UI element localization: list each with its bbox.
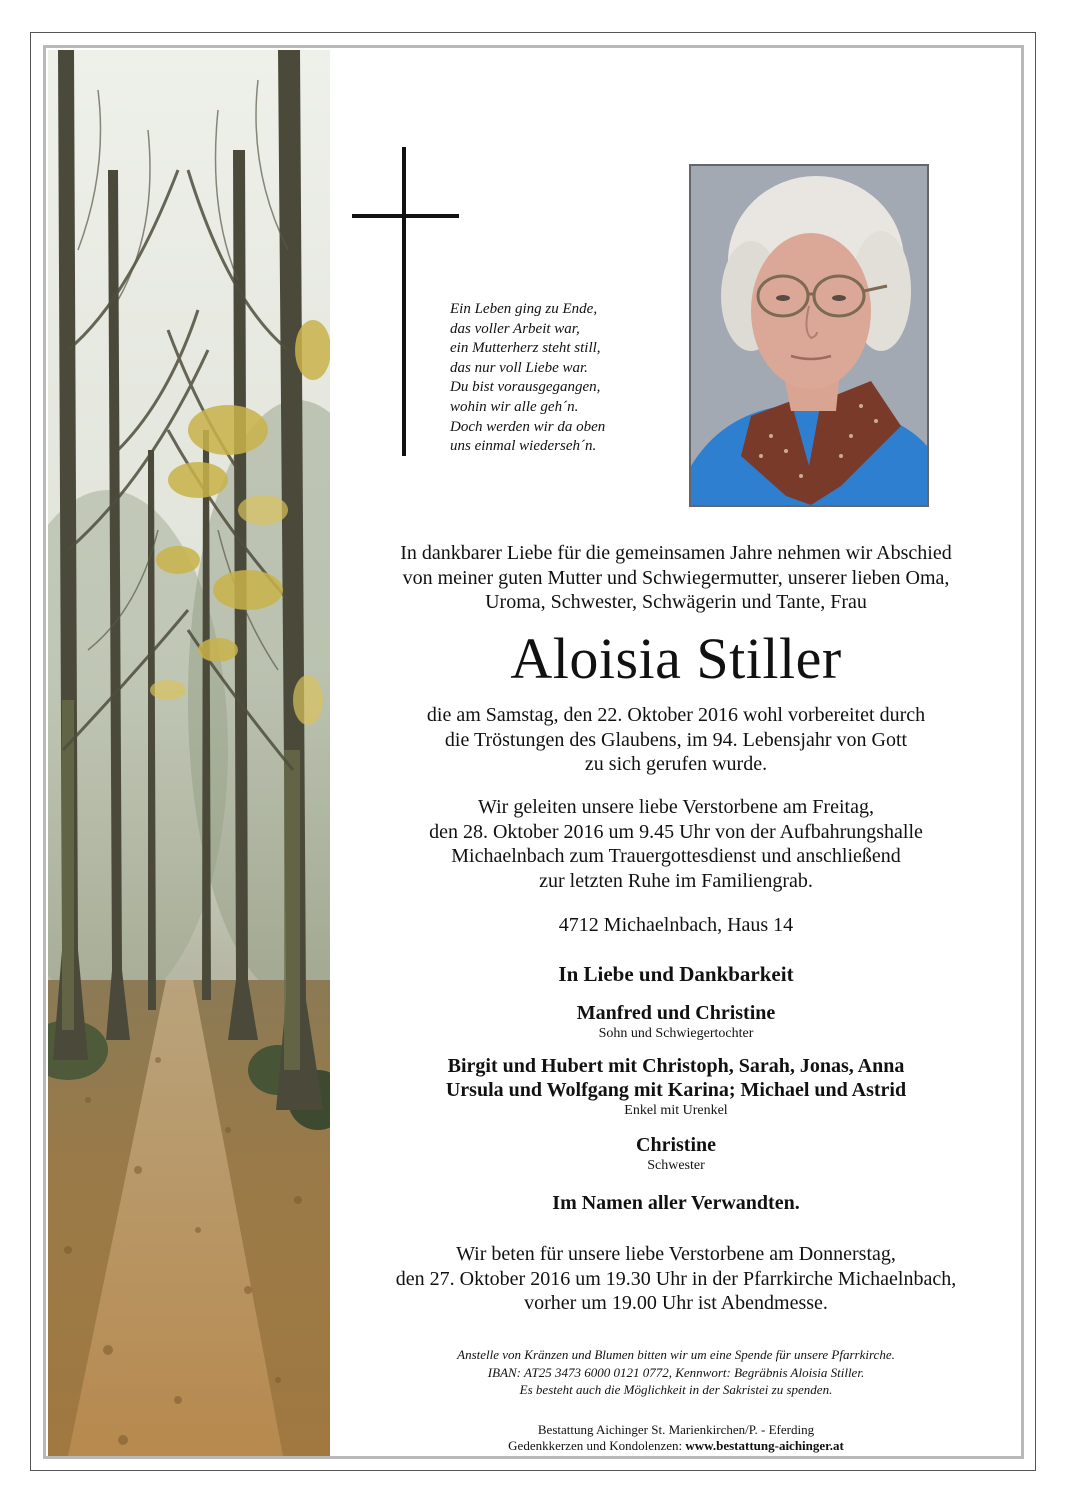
poem-line: Du bist vorausgegangen,	[450, 379, 601, 396]
death-notice	[338, 703, 1014, 777]
footer-condolences	[338, 1438, 1014, 1454]
funeral-line: Wir geleiten unsere liebe Verstorbene am Freitag,	[478, 796, 874, 818]
poem-line: wohin wir alle geh´n.	[450, 398, 579, 415]
donation-line: IBAN: AT25 3473 6000 0121 0772, Kennwort: Begräbnis Aloisia Stiller.	[487, 1364, 865, 1380]
cross-icon-bar	[352, 214, 459, 218]
intro-line: In dankbarer Liebe für die gemeinsamen Jahre nehmen wir Abschied	[400, 542, 952, 564]
prayer-line: vorher um 19.00 Uhr ist Abendmesse.	[524, 1292, 828, 1314]
donation-line: Anstelle von Kränzen und Blumen bitten wir um eine Spende für unsere Pfarrkirche.	[457, 1347, 895, 1362]
address: 4712 Michaelnbach, Haus 14	[558, 914, 794, 936]
website-link[interactable]: www.bestattung-aichinger.at	[685, 1438, 844, 1453]
funeral-line: den 28. Oktober 2016 um 9.45 Uhr von der Aufbahrungshalle	[429, 820, 923, 843]
family-closing: Im Namen aller Verwandten.	[552, 1192, 800, 1214]
family-group	[338, 1054, 1014, 1119]
funeral-line: zur letzten Ruhe im Familiengrab.	[539, 869, 813, 892]
footer-funeral-home: Bestattung Aichinger St. Marienkirchen/P. - Eferding	[537, 1422, 815, 1437]
family-relation: Sohn und Schwiegertochter	[598, 1026, 754, 1041]
poem-line: das nur voll Liebe war.	[450, 359, 588, 376]
family-names: Ursula und Wolfgang mit Karina; Michael und Astrid	[445, 1079, 907, 1101]
portrait-photo	[689, 164, 929, 507]
footer	[338, 1422, 1014, 1454]
poem-line: Ein Leben ging zu Ende,	[450, 301, 598, 317]
poem	[450, 300, 670, 457]
funeral-details	[338, 795, 1014, 893]
poem-line: das voller Arbeit war,	[450, 320, 580, 337]
family-relation: Schwester	[647, 1158, 705, 1173]
prayer-line: Wir beten für unsere liebe Verstorbene am Donnerstag,	[456, 1243, 896, 1265]
prayer-line: den 27. Oktober 2016 um 19.30 Uhr in der Pfarrkirche Michaelnbach,	[395, 1267, 957, 1290]
death-notice-line: die Tröstungen des Glaubens, im 94. Lebensjahr von Gott	[444, 728, 908, 751]
poem-line: ein Mutterherz steht still,	[450, 340, 601, 357]
death-notice-line: zu sich gerufen wurde.	[584, 753, 768, 775]
family-names: Christine	[636, 1134, 716, 1156]
deceased-name: Aloisia Stiller	[510, 626, 842, 691]
cross-icon	[402, 147, 406, 456]
autumn-avenue-photo	[48, 50, 330, 1456]
poem-line: uns einmal wiederseh´n.	[450, 438, 597, 455]
family-group	[338, 1001, 1014, 1042]
donation-note	[338, 1346, 1014, 1399]
poem-line: Doch werden wir da oben	[450, 418, 606, 435]
intro-text	[338, 541, 1014, 615]
family-names: Birgit und Hubert mit Christoph, Sarah, Jonas, Anna	[447, 1055, 905, 1077]
family-names: Manfred und Christine	[576, 1002, 776, 1024]
family-group	[338, 1133, 1014, 1174]
intro-line: Uroma, Schwester, Schwägerin und Tante, Frau	[485, 591, 867, 613]
funeral-line: Michaelnbach zum Trauergottesdienst und anschließend	[451, 845, 901, 867]
family-relation: Enkel mit Urenkel	[624, 1103, 728, 1118]
family-heading: In Liebe und Dankbarkeit	[558, 962, 794, 986]
footer-condolences-label: Gedenkkerzen und Kondolenzen:	[508, 1438, 686, 1453]
prayer-notice	[338, 1242, 1014, 1316]
donation-line: Es besteht auch die Möglichkeit in der Sakristei zu spenden.	[519, 1382, 833, 1397]
death-notice-line: die am Samstag, den 22. Oktober 2016 wohl vorbereitet durch	[426, 704, 926, 726]
intro-line: von meiner guten Mutter und Schwiegermutter, unserer lieben Oma,	[402, 566, 950, 589]
